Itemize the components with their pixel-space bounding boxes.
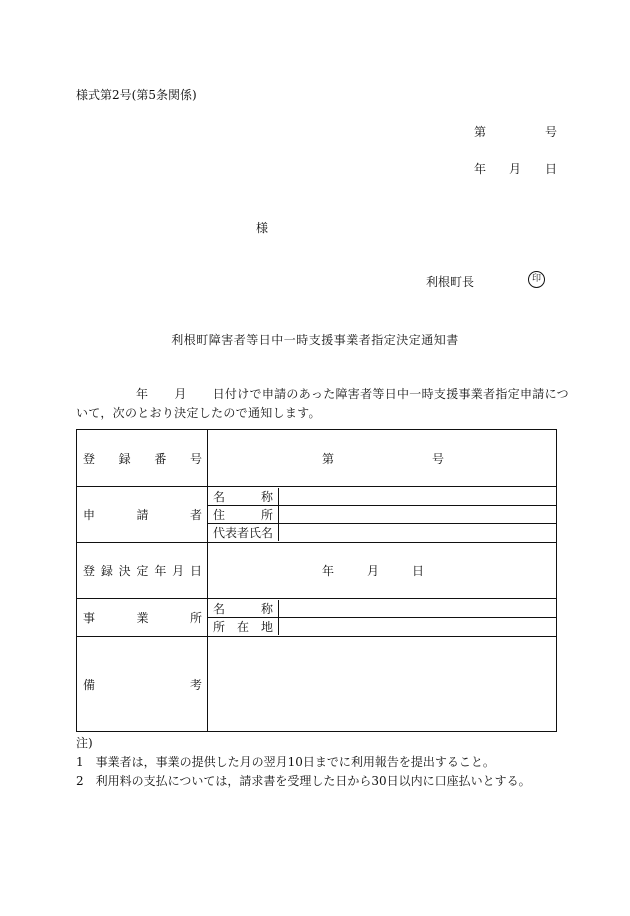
decision-date-value [208, 543, 557, 599]
office-name-value[interactable] [279, 600, 557, 618]
label-char: 決 [118, 564, 131, 578]
label-char: 在 [236, 620, 249, 634]
decision-date-row [77, 543, 557, 599]
applicant-name-label [208, 488, 279, 506]
label-char: 名 [213, 602, 226, 616]
decision-date-month: 月 [366, 564, 379, 578]
label-char: 地 [260, 620, 273, 634]
label-char: 年 [154, 564, 167, 578]
body-paragraph [76, 385, 569, 423]
applicant-representative-label [208, 524, 279, 542]
applicant-representative-row [208, 524, 556, 542]
applicant-subtable [208, 488, 556, 541]
decision-date-label [77, 543, 208, 599]
label-char: 号 [189, 451, 202, 466]
label-char: 月 [172, 564, 185, 578]
remarks-row [77, 637, 557, 732]
notes-heading: 注) [76, 736, 93, 750]
label-char: 所 [260, 508, 273, 522]
label-char: 備 [83, 677, 96, 692]
form-number: 様式第2号(第5条関係) [76, 88, 197, 102]
registration-number-label [77, 430, 208, 487]
document-title: 利根町障害者等日中一時支援事業者指定決定通知書 [171, 333, 459, 347]
office-name-label [208, 600, 279, 618]
registration-number-value [208, 430, 557, 487]
label-char: 事 [83, 611, 96, 625]
issue-date-day: 日 [545, 162, 558, 176]
notification-table [76, 429, 557, 732]
decision-date-label-chars [83, 562, 202, 579]
label-char: 業 [136, 611, 149, 625]
decision-date-day: 日 [411, 564, 424, 578]
registration-number-prefix: 第 [322, 451, 335, 466]
label-char: 請 [136, 508, 149, 522]
label-char: 登 [83, 564, 96, 578]
body-line-1 [76, 385, 569, 404]
applicant-label-chars [83, 506, 202, 523]
issue-number-suffix: 号 [545, 125, 558, 139]
applicant-address-label [208, 506, 279, 524]
registration-number-suffix: 号 [431, 451, 444, 466]
issue-date-month: 月 [509, 162, 522, 176]
body-month: 月 [174, 387, 187, 401]
addressee-honorific: 様 [256, 221, 269, 235]
office-subtable [208, 600, 556, 635]
office-label [77, 599, 208, 637]
notes-section [76, 734, 531, 791]
note-item-1: 1 事業者は，事業の提供した月の翌月10日までに利用報告を提出すること。 [76, 755, 495, 769]
label-char: 番 [154, 451, 167, 466]
office-location-label [208, 618, 279, 636]
office-fields [208, 599, 557, 637]
registration-number-row [77, 430, 557, 487]
label-char: 名 [213, 490, 226, 504]
label-char: 録 [100, 564, 113, 578]
applicant-address-value[interactable] [279, 506, 557, 524]
applicant-address-row [208, 506, 556, 524]
applicant-fields [208, 487, 557, 543]
label-char: 称 [260, 602, 273, 616]
remarks-label-chars [83, 676, 202, 693]
label-char: 登 [83, 451, 96, 466]
label-char: 住 [213, 508, 226, 522]
label-char: 所 [213, 620, 226, 634]
label-char: 日 [189, 564, 202, 578]
office-label-chars [83, 609, 202, 626]
issuer-title: 利根町長 [426, 275, 475, 289]
applicant-name-value[interactable] [279, 488, 557, 506]
office-row [77, 599, 557, 637]
body-line-1-text: 日付けで申請のあった障害者等日中一時支援事業者指定申請につ [212, 387, 569, 401]
remarks-label [77, 637, 208, 732]
applicant-row [77, 487, 557, 543]
label-char: 申 [83, 508, 96, 522]
remarks-value[interactable] [208, 637, 557, 732]
label-char: 定 [136, 564, 149, 578]
decision-date-year: 年 [322, 564, 335, 578]
body-year: 年 [136, 387, 149, 401]
issue-number-prefix: 第 [474, 125, 487, 139]
label-char: 考 [189, 677, 202, 692]
label-char: 称 [260, 490, 273, 504]
applicant-representative-value[interactable] [279, 524, 557, 542]
seal-mark: 印 [528, 271, 545, 288]
label-char: 所 [189, 611, 202, 625]
label-char: 者 [189, 508, 202, 522]
applicant-name-row [208, 488, 556, 506]
office-location-row [208, 618, 556, 636]
office-name-row [208, 600, 556, 618]
issue-date-year: 年 [474, 162, 487, 176]
label-char: 録 [118, 451, 131, 466]
registration-number-label-chars [83, 450, 202, 467]
applicant-label [77, 487, 208, 543]
office-location-value[interactable] [279, 618, 557, 636]
note-item-2: 2 利用料の支払については，請求書を受理した日から30日以内に口座払いとする。 [76, 774, 531, 788]
label-char: 代表者氏名 [213, 526, 274, 540]
body-line-2: いて，次のとおり決定したので通知します。 [76, 406, 321, 420]
